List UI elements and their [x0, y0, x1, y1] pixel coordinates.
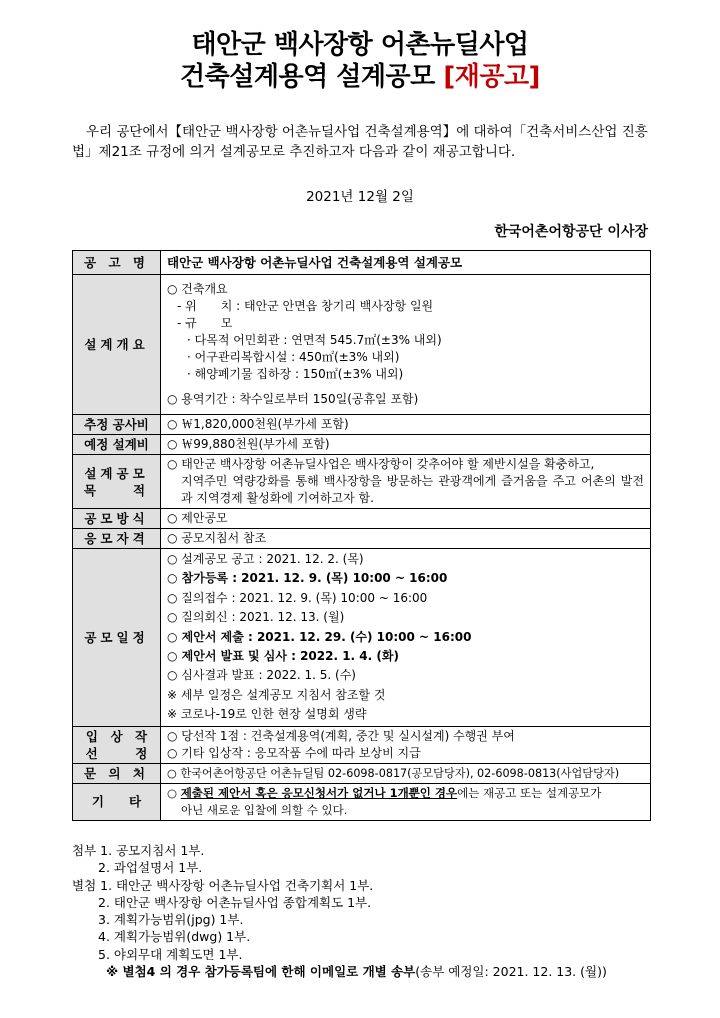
schedule-questions: ○ 질의접수 : 2021. 12. 9. (목) 10:00 ~ 16:00 — [167, 590, 428, 605]
label-schedule: 공모일정 — [73, 549, 161, 727]
label-purpose-1: 설계공모 — [84, 465, 149, 481]
etc-underlined: 제출된 제안서 혹은 응모신청서가 없거나 1개뿐인 경우 — [180, 785, 458, 800]
value-plan-cost: ○ ￦99,880천원(부가세 포함) — [161, 435, 651, 455]
winner-line-2: ○ 기타 입상작 : 응모작품 수에 따라 보상비 지급 — [167, 745, 421, 760]
announcement-date: 2021년 12월 2일 — [306, 189, 414, 205]
row-etc — [73, 783, 651, 820]
label-winner-2: 선 정 — [85, 745, 148, 761]
label-plan-cost: 예정 설계비 — [73, 435, 161, 455]
row-method — [73, 509, 651, 529]
label-contact: 문 의 처 — [73, 763, 161, 783]
value-method: ○ 제안공모 — [161, 509, 651, 529]
value-schedule — [161, 549, 651, 727]
overview-period: ○ 용역기간 : 착수일로부터 150일(공휴일 포함) — [167, 392, 419, 406]
value-contact: ○ 한국어촌어항공단 어촌뉴딜팀 02-6098-0817(공모담당자), 02-6098-0813(사업담당자) — [161, 763, 651, 783]
row-qualification — [73, 529, 651, 549]
label-purpose-2: 목 적 — [83, 482, 150, 498]
label-qualification: 응모자격 — [73, 529, 161, 549]
schedule-presentation: ○ 제안서 발표 및 심사 : 2022. 1. 4. (화) — [167, 649, 399, 664]
row-design-overview — [73, 275, 651, 415]
attachment-2: 2. 과업설명서 1부. — [98, 860, 203, 876]
value-winner — [161, 726, 651, 763]
value-purpose — [161, 455, 651, 509]
overview-facility-2: · 어구관리복합시설 : 450㎡(±3% 내외) — [187, 350, 400, 364]
attachment-1: 첨부 1. 공모지침서 1부. — [72, 843, 205, 858]
document-title-line1: 태안군 백사장항 어촌뉴딜사업 — [191, 30, 529, 60]
schedule-note-2: ※ 코로나-19로 인한 현장 설명회 생략 — [167, 707, 367, 722]
schedule-registration: ○ 참가등록 : 2021. 12. 9. (목) 10:00 ~ 16:00 — [167, 571, 448, 586]
purpose-line-1: ○ 태안군 백사장항 어촌뉴딜사업은 백사장항이 갖추어야 할 제반시설을 확충하고, — [167, 457, 595, 471]
label-purpose — [73, 455, 161, 509]
value-announcement-name: 태안군 백사장항 어촌뉴딜사업 건축설계용역 설계공모 — [161, 251, 651, 275]
appendix-note-bold: ※ 별첨4 의 경우 참가등록팀에 한해 이메일로 개별 송부 — [106, 964, 416, 980]
announcement-table — [72, 250, 651, 821]
schedule-notice: ○ 설계공모 공고 : 2021. 12. 2. (목) — [167, 552, 364, 566]
label-winner — [73, 726, 161, 763]
schedule-submission: ○ 제안서 제출 : 2021. 12. 29. (수) 10:00 ~ 16:00 — [167, 629, 472, 644]
appendix-3: 3. 계획가능범위(jpg) 1부. — [98, 912, 244, 928]
label-etc: 기 타 — [73, 783, 161, 820]
intro-paragraph: 우리 공단에서【태안군 백사장항 어촌뉴딜사업 건축설계용역】에 대하여「건축서비스산업 진흥법」제21조 규정에 의거 설계공모로 추진하고자 다음과 같이 재공고합니다. — [72, 124, 648, 160]
overview-location: - 위 치 : 태안군 안면읍 창기리 백사장항 일원 — [177, 299, 434, 313]
value-design-overview — [161, 275, 651, 415]
appendix-note — [72, 963, 652, 980]
label-announcement-name: 공 고 명 — [73, 251, 161, 275]
appendix-5: 5. 야외무대 계획도면 1부. — [98, 946, 243, 962]
etc-bullet: ○ — [167, 785, 178, 800]
schedule-answers: ○ 질의회신 : 2021. 12. 13. (월) — [167, 610, 345, 625]
overview-facility-3: · 해양폐기물 집하장 : 150㎡(±3% 내외) — [187, 367, 404, 381]
overview-facility-1: · 다목적 어민회관 : 연면적 545.7㎡(±3% 내외) — [187, 333, 442, 347]
etc-line-2: 아닌 새로운 입찰에 의할 수 있다. — [181, 802, 348, 817]
label-method: 공모방식 — [73, 509, 161, 529]
row-contact — [73, 763, 651, 783]
label-design-overview: 설계개요 — [73, 275, 161, 415]
schedule-note-1: ※ 세부 일정은 설계공모 지침서 참조할 것 — [167, 687, 386, 702]
title-main: 건축설계용역 설계공모 — [180, 62, 435, 92]
appendix-4: 4. 계획가능범위(dwg) 1부. — [98, 929, 251, 945]
label-est-cost: 추정 공사비 — [73, 415, 161, 435]
overview-building: ○ 건축개요 — [167, 282, 228, 296]
row-schedule — [73, 549, 651, 727]
etc-line-1 — [167, 785, 644, 802]
label-winner-1: 입 상 작 — [85, 728, 148, 744]
value-est-cost: ○ ￦1,820,000천원(부가세 포함) — [161, 415, 651, 435]
row-plan-cost — [73, 435, 651, 455]
row-announcement-name — [73, 251, 651, 275]
appendix-1: 별첨 1. 태안군 백사장항 어촌뉴딜사업 건축기획서 1부. — [72, 877, 374, 893]
reissue-tag: [재공고] — [443, 62, 540, 92]
overview-scale: - 규 모 — [177, 316, 233, 330]
row-purpose — [73, 455, 651, 509]
winner-line-1: ○ 당선작 1점 : 건축설계용역(계획, 중간 및 실시설계) 수행권 부여 — [167, 728, 515, 743]
etc-rest: 에는 재공고 또는 설계공모가 — [457, 785, 602, 800]
issuer-name: 한국어촌어항공단 이사장 — [494, 224, 648, 240]
document-title-line2 — [0, 62, 720, 92]
appendix-2: 2. 태안군 백사장항 어촌뉴딜사업 종합계획도 1부. — [98, 894, 372, 910]
value-etc — [161, 783, 651, 820]
appendix-note-rest: (송부 예정일: 2021. 12. 13. (월)) — [415, 964, 607, 980]
row-est-cost — [73, 415, 651, 435]
attachments — [72, 842, 652, 980]
purpose-line-2: 지역주민 역량강화를 통해 백사장항을 방문하는 관광객에게 즐거움을 주고 어촌의 발전과 지역경제 활성화에 기여하고자 함. — [181, 474, 644, 505]
row-winner — [73, 726, 651, 763]
value-qualification: ○ 공모지침서 참조 — [161, 529, 651, 549]
schedule-result: ○ 심사결과 발표 : 2022. 1. 5. (수) — [167, 668, 356, 683]
